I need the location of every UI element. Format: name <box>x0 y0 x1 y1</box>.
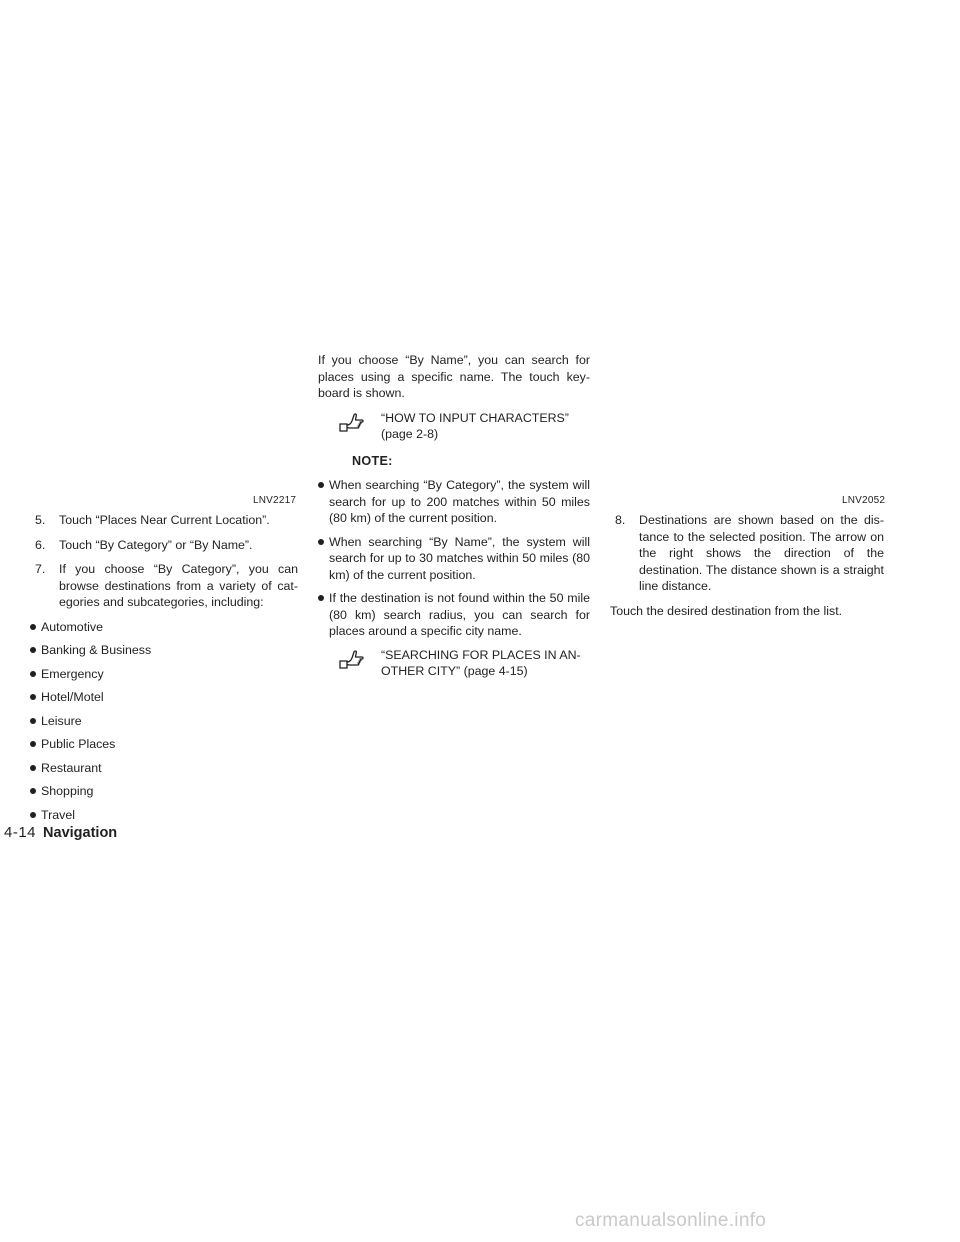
bullet-icon <box>30 671 36 677</box>
by-name-intro: If you choose “By Name”, you can search for places using a specific name. The touch key-board is shown. <box>318 353 590 400</box>
step-number: 6. <box>35 537 46 552</box>
bullet-icon <box>30 812 36 818</box>
reference-hand-icon <box>338 411 364 433</box>
bullet-icon <box>30 788 36 794</box>
cross-reference-text: “SEARCHING FOR PLACES IN AN-OTHER CITY” (page 4-15) <box>381 647 581 678</box>
column-middle <box>318 352 590 690</box>
column-left <box>30 512 298 830</box>
cross-reference-text: “HOW TO INPUT CHARACTERS” (page 2-8) <box>381 410 569 441</box>
step-text: If you choose “By Category”, you can browse destinations from a variety of cat-egories and subcategories, including: <box>59 562 298 609</box>
column-right <box>610 512 884 627</box>
figure-code-right: LNV2052 <box>842 495 886 506</box>
watermark: carmanualsonline.info <box>575 1210 767 1231</box>
note-item: When searching “By Name”, the system will search for up to 30 matches within 50 miles (80 km) of the current position. <box>318 534 590 584</box>
category-item: Travel <box>30 807 298 824</box>
bullet-icon <box>30 694 36 700</box>
step-number: 5. <box>35 513 46 527</box>
step-text: Touch “Places Near Current Location”. <box>59 513 270 527</box>
page-footer <box>4 824 117 842</box>
section-title: Navigation <box>43 825 118 841</box>
page-number: 4-14 <box>4 824 37 841</box>
step-8 <box>610 512 884 595</box>
closing-instruction: Touch the desired destination from the list. <box>610 603 843 618</box>
category-item: Automotive <box>30 619 298 636</box>
cross-reference[interactable] <box>318 647 590 680</box>
bullet-icon <box>318 482 324 488</box>
bullet-icon <box>30 718 36 724</box>
category-item: Shopping <box>30 783 298 800</box>
note-item: If the destination is not found within the 50 mile (80 km) search radius, you can search for places around a specific city name. <box>318 590 590 640</box>
reference-hand-icon <box>338 648 364 670</box>
category-item: Banking & Business <box>30 642 298 659</box>
note-item: When searching “By Category”, the system will search for up to 200 matches within 50 miles (80 km) of the current position. <box>318 477 590 527</box>
step-6 <box>30 537 298 554</box>
cross-reference[interactable] <box>318 410 590 443</box>
bullet-icon <box>318 595 324 601</box>
bullet-icon <box>30 624 36 630</box>
figure-code-left: LNV2217 <box>253 495 297 506</box>
step-number: 7. <box>35 562 46 576</box>
category-item: Hotel/Motel <box>30 689 298 706</box>
note-heading: NOTE: <box>352 453 393 468</box>
bullet-icon <box>30 647 36 653</box>
category-item: Public Places <box>30 736 298 753</box>
step-text: Touch “By Category” or “By Name”. <box>59 537 253 552</box>
step-text: Destinations are shown based on the dis-tance to the selected position. The arrow on the right shows the direction of the destination. The distance shown is a straight line distance. <box>639 513 884 593</box>
bullet-icon <box>30 741 36 747</box>
bullet-icon <box>30 765 36 771</box>
category-item: Emergency <box>30 666 298 683</box>
category-item: Restaurant <box>30 760 298 777</box>
category-item: Leisure <box>30 713 298 730</box>
step-7 <box>30 561 298 611</box>
bullet-icon <box>318 539 324 545</box>
step-number: 8. <box>615 513 626 527</box>
step-5 <box>30 512 298 529</box>
